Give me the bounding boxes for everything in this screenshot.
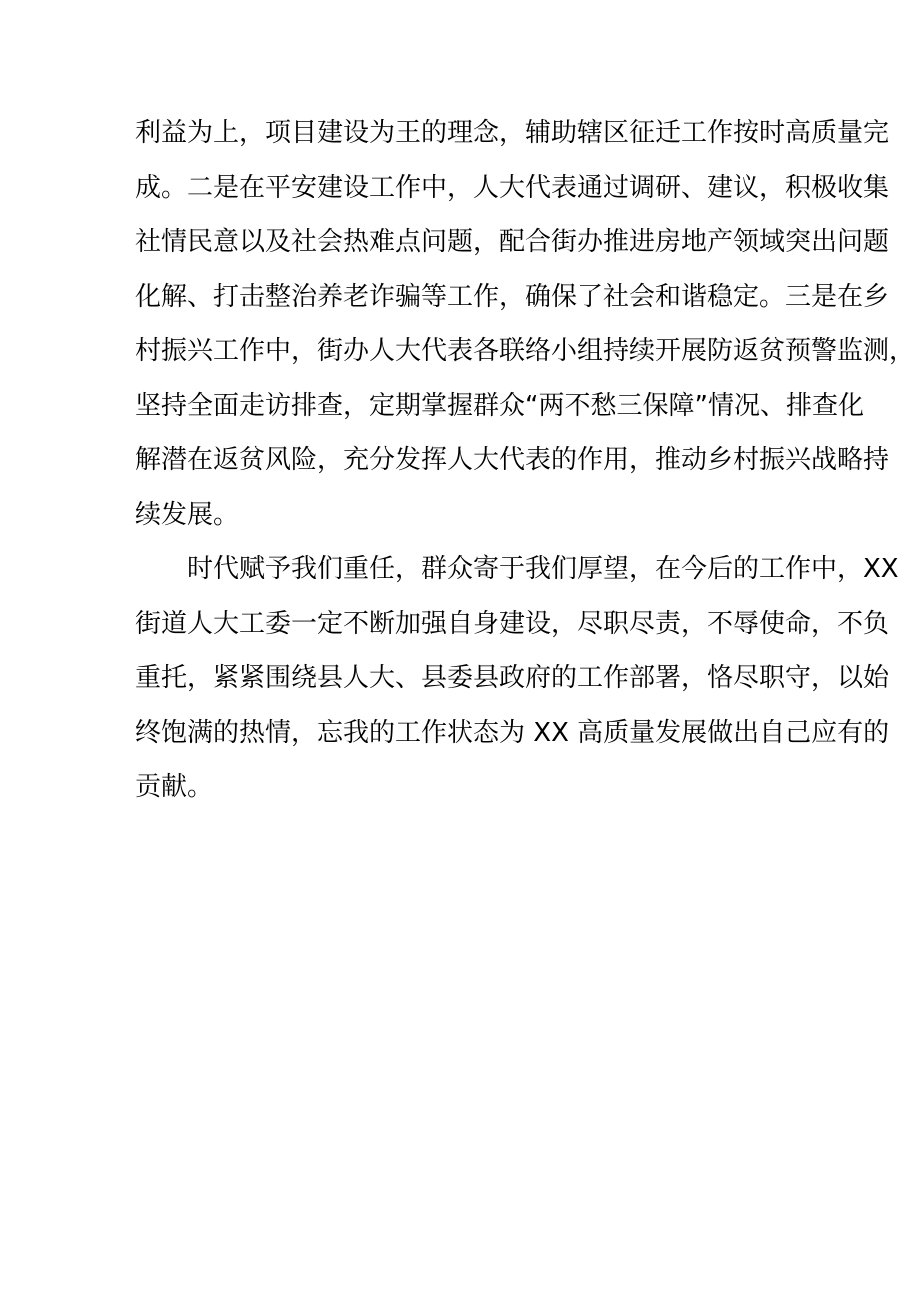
text-line: 化解、打击整治养老诈骗等工作，确保了社会和谐稳定。三是在乡	[135, 281, 890, 312]
text-line: 坚持全面走访排查，定期掌握群众“两不愁三保障”情况、排查化	[135, 390, 864, 421]
text-line: 利益为上，项目建设为王的理念，辅助辖区征迁工作按时高质量完	[135, 118, 890, 148]
text-line: 解潜在返贫风险，充分发挥人大代表的作用，推动乡村振兴战略持	[135, 445, 890, 475]
text-line: 续发展。	[135, 499, 240, 530]
text-line: 贡献。	[135, 772, 214, 802]
text-line: 时代赋予我们重任，群众寄于我们厚望，在今后的工作中，XX	[135, 554, 899, 584]
text-line: 社情民意以及社会热难点问题，配合街办推进房地产领域突出问题	[135, 227, 890, 257]
paragraph-2	[135, 542, 899, 815]
text-line: 终饱满的热情，忘我的工作状态为 XX 高质量发展做出自己应有的	[135, 717, 890, 748]
text-line: 街道人大工委一定不断加强自身建设，尽职尽责，不辱使命，不负	[135, 608, 890, 639]
text-line: 村振兴工作中，街办人大代表各联络小组持续开展防返贫预警监测，	[135, 336, 916, 366]
text-line: 重托，紧紧围绕县人大、县委县政府的工作部署，恪尽职守，以始	[135, 663, 890, 693]
paragraph-1	[135, 106, 916, 542]
text-line: 成。二是在平安建设工作中，人大代表通过调研、建议，积极收集	[135, 172, 890, 203]
document-body	[135, 106, 916, 815]
